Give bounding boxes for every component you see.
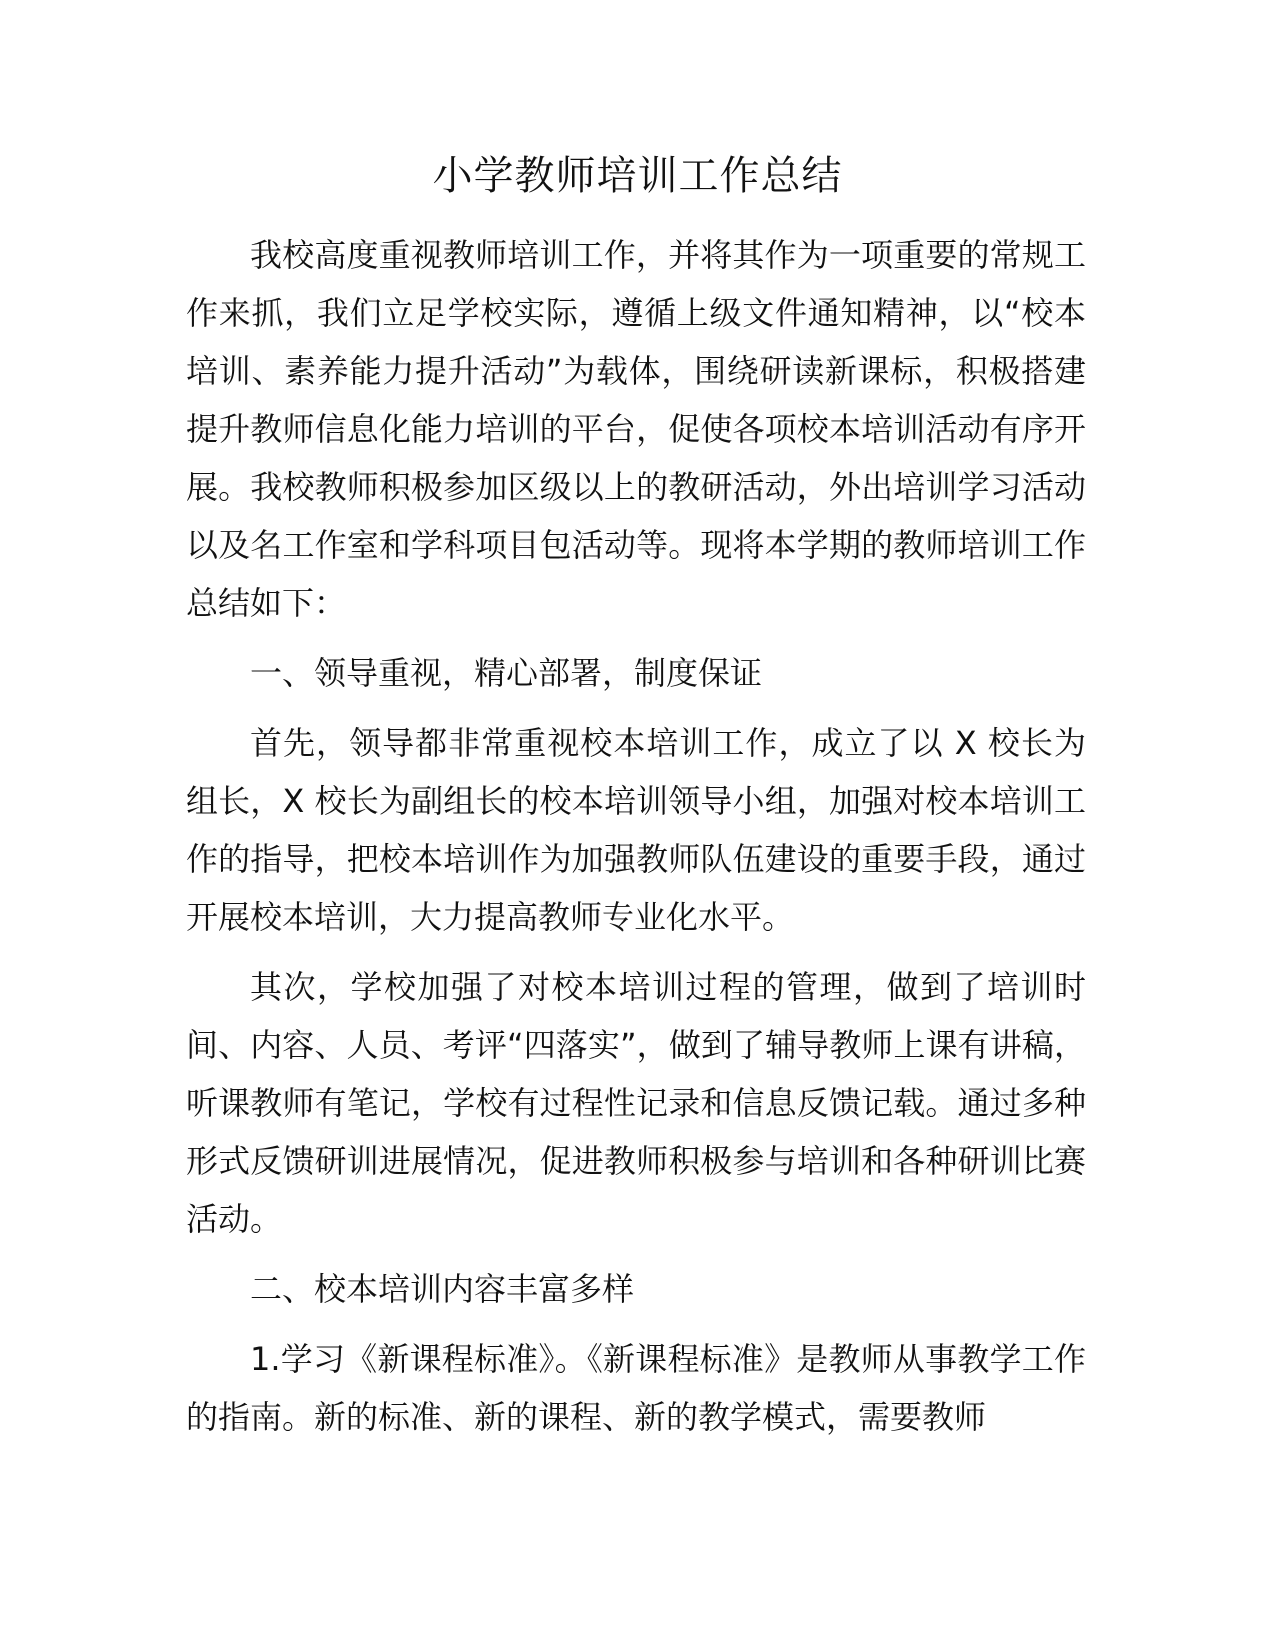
section-heading-2: 二、校本培训内容丰富多样: [250, 1270, 635, 1308]
document-title: 小学教师培训工作总结: [432, 153, 843, 199]
paragraph-second: 其次，学校加强了对校本培训过程的管理，做到了培训时间、内容、人员、考评“四落实”，做到了辅导教师上课有讲稿，听课教师有笔记，学校有过程性记录和信息反馈记载。通过多种形式反馈研训进展情况，促进教师积极参与培训和各种研训比赛活动。: [186, 968, 1086, 1238]
section-heading-1: 一、领导重视，精心部署，制度保证: [250, 654, 763, 692]
paragraph-first: 首先，领导都非常重视校本培训工作，成立了以 X 校长为组长，X 校长为副组长的校本培训领导小组，加强对校本培训工作的指导，把校本培训作为加强教师队伍建设的重要手段，通过开展校本培训，大力提高教师专业化水平。: [186, 724, 1086, 936]
paragraph-item-1: 1.学习《新课程标准》。《新课程标准》是教师从事教学工作的指南。新的标准、新的课程、新的教学模式，需要教师: [186, 1340, 1086, 1436]
document-body: [186, 226, 1086, 1446]
paragraph-intro: 我校高度重视教师培训工作，并将其作为一项重要的常规工作来抓，我们立足学校实际，遵循上级文件通知精神，以“校本培训、素养能力提升活动”为载体，围绕研读新课标，积极搭建提升教师信息化能力培训的平台，促使各项校本培训活动有序开展。我校教师积极参加区级以上的教研活动，外出培训学习活动以及名工作室和学科项目包活动等。现将本学期的教师培训工作总结如下：: [186, 236, 1086, 622]
